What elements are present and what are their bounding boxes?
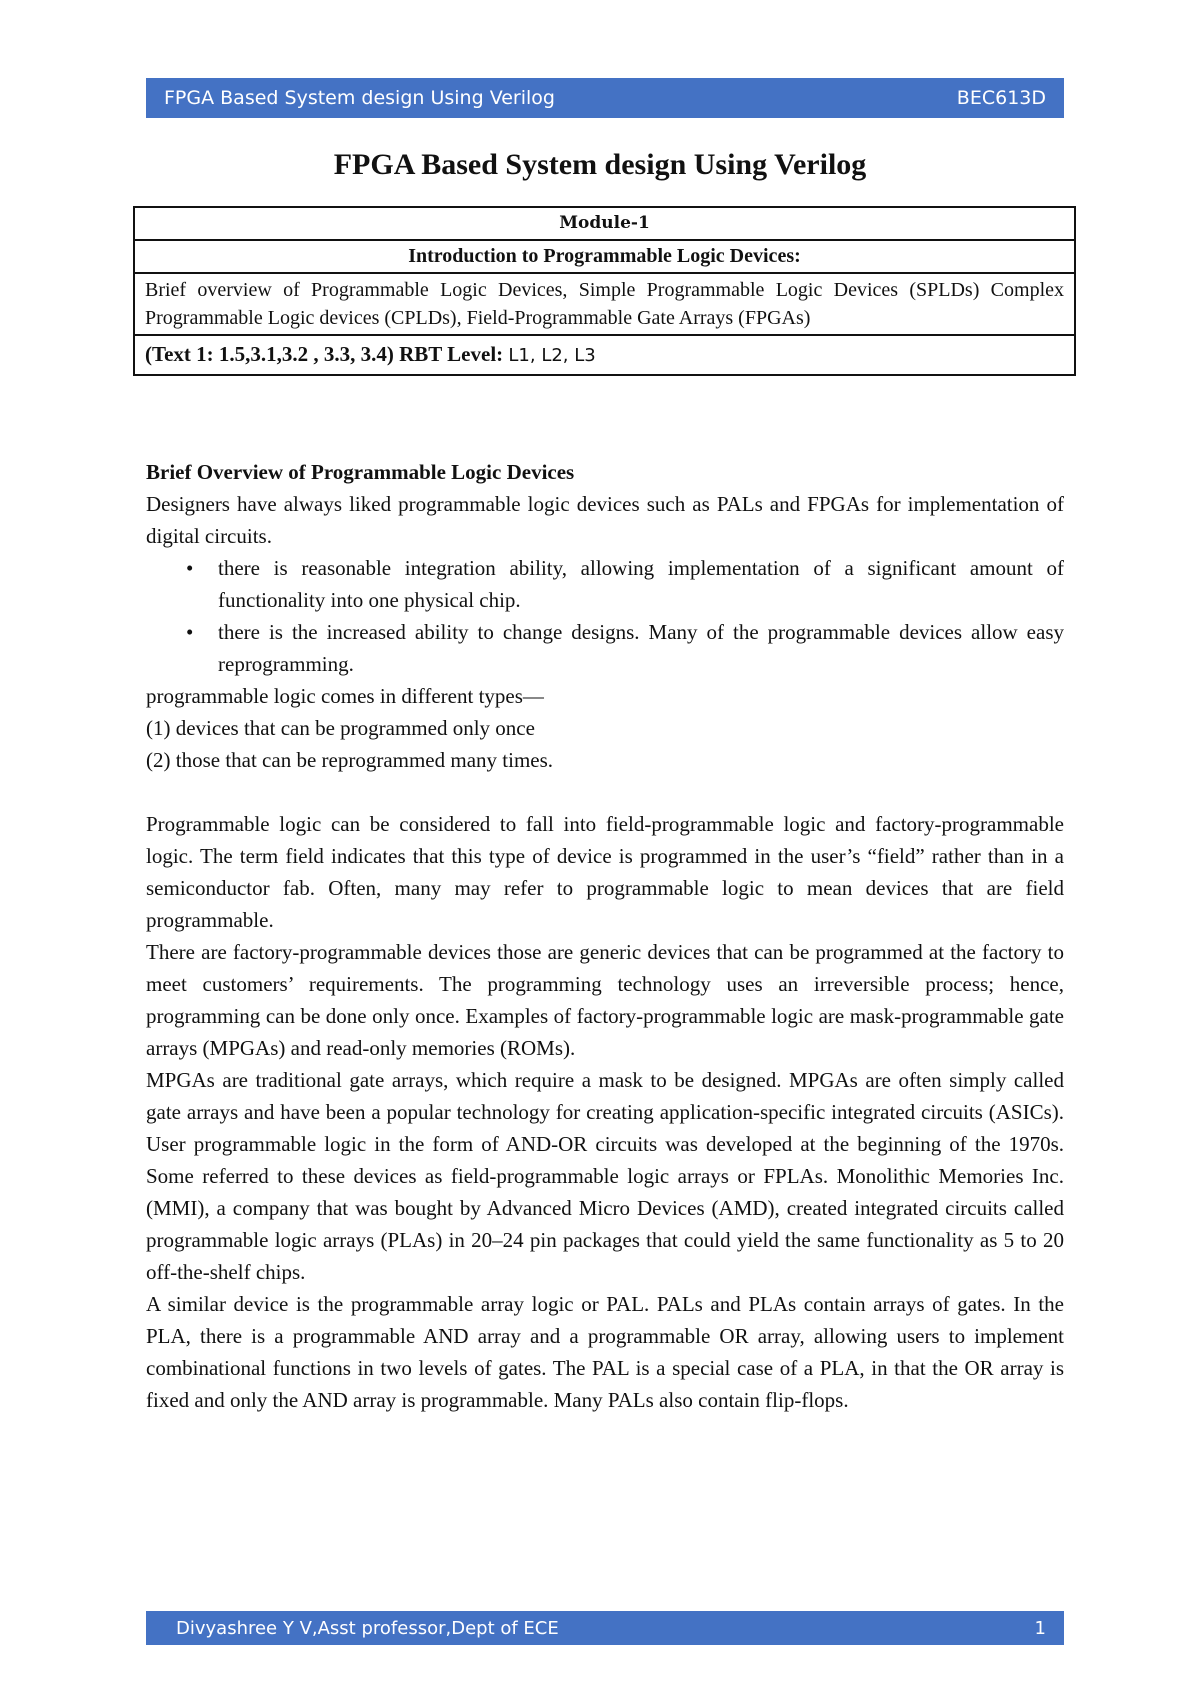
- paragraph-field-programmable: Programmable logic can be considered to fall into field-programmable logic and factory-programmable logic. The term field indicates that this type of device is programmed in the user’s “field” rather than in a semiconductor fab. Often, many may refer to programmable logic to mean devices that are field programmable.: [146, 812, 1064, 932]
- bullet-icon: •: [186, 620, 194, 644]
- text-reference: (Text 1: 1.5,3.1,3.2 , 3.3, 3.4) RBT Level:: [145, 342, 504, 366]
- document-title: FPGA Based System design Using Verilog: [333, 148, 867, 181]
- types-intro: programmable logic comes in different types—: [146, 684, 544, 708]
- rbt-levels: L1, L2, L3: [508, 345, 596, 366]
- page-footer: [146, 1611, 1064, 1645]
- paragraph-mpgas: MPGAs are traditional gate arrays, which require a mask to be designed. MPGAs are often simply called gate arrays and have been a popular technology for creating application-specific integrated circuits (ASICs). User programmable logic in the form of AND-OR circuits was developed at the beginning of the 1970s. Some referred to these devices as field-programmable logic arrays or FPLAs. Monolithic Memories Inc. (MMI), a company that was bought by Advanced Micro Devices (AMD), created integrated circuits called programmable logic arrays (PLAs) in 20–24 pin packages that could yield the same functionality as 5 to 20 off-the-shelf chips.: [146, 1068, 1064, 1284]
- bullet-text: there is the increased ability to change designs. Many of the programmable devices allow easy reprogramming.: [218, 620, 1064, 676]
- type-item-1: (1) devices that can be programmed only once: [146, 716, 535, 740]
- module-reference: [134, 335, 1075, 375]
- main-content: [146, 456, 1064, 1416]
- module-label: Module-1: [134, 207, 1075, 240]
- module-heading: Introduction to Programmable Logic Devices:: [134, 240, 1075, 273]
- footer-author: Divyashree Y V,Asst professor,Dept of ECE: [176, 1617, 559, 1639]
- list-item: [146, 552, 1064, 616]
- page-header: [146, 78, 1064, 118]
- type-item-2: (2) those that can be reprogrammed many times.: [146, 748, 554, 772]
- list-item: [146, 616, 1064, 680]
- paragraph-factory-programmable: There are factory-programmable devices those are generic devices that can be programmed at the factory to meet customers’ requirements. The programming technology uses an irreversible process; hence, programming can be done only once. Examples of factory-programmable logic are mask-programmable gate arrays (MPGAs) and read-only memories (ROMs).: [146, 940, 1064, 1060]
- section-heading: Brief Overview of Programmable Logic Devices: [146, 460, 575, 484]
- module-info-table: [133, 206, 1076, 376]
- header-course-title: FPGA Based System design Using Verilog: [164, 87, 555, 109]
- bullet-text: there is reasonable integration ability, allowing implementation of a significant amount of functionality into one physical chip.: [218, 556, 1064, 612]
- module-description: Brief overview of Programmable Logic Devices, Simple Programmable Logic Devices (SPLDs) Complex Programmable Logic devices (CPLDs), Field-Programmable Gate Arrays (FPGAs): [134, 273, 1075, 335]
- module-description-row: [134, 273, 1075, 335]
- intro-paragraph: Designers have always liked programmable logic devices such as PALs and FPGAs for implementation of digital circuits.: [146, 492, 1064, 548]
- module-heading-row: [134, 240, 1075, 273]
- bullet-list: [146, 552, 1064, 680]
- header-course-code: BEC613D: [956, 87, 1046, 109]
- module-row: [134, 207, 1075, 240]
- paragraph-pal: A similar device is the programmable array logic or PAL. PALs and PLAs contain arrays of gates. In the PLA, there is a programmable AND array and a programmable OR array, allowing users to implement combinational functions in two levels of gates. The PAL is a special case of a PLA, in that the OR array is fixed and only the AND array is programmable. Many PALs also contain flip-flops.: [146, 1292, 1064, 1412]
- module-reference-row: [134, 335, 1075, 375]
- bullet-icon: •: [186, 556, 194, 580]
- page-number: 1: [1034, 1617, 1046, 1639]
- paragraph-gap: [146, 776, 1064, 808]
